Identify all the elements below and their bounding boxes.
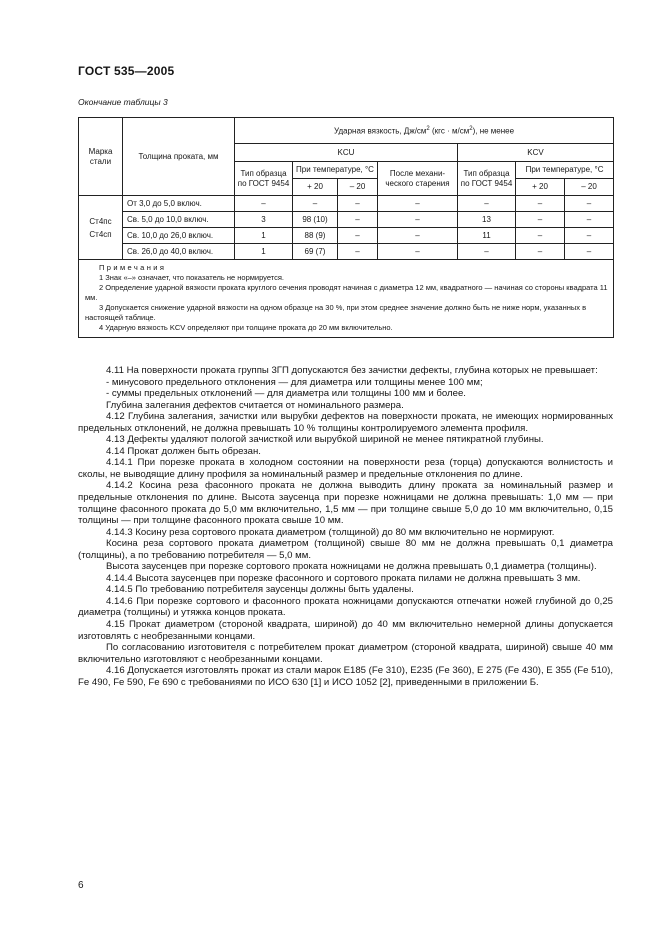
table-3-continuation bbox=[78, 117, 613, 338]
table-row bbox=[79, 196, 614, 212]
aging-cell: – bbox=[378, 196, 458, 212]
paragraph-4-14-5: 4.14.5 По требованию потребителя заусенцы должны быть удалены. bbox=[106, 584, 414, 596]
kcu-type-cell: 1 bbox=[235, 228, 293, 244]
body-text bbox=[78, 365, 613, 688]
table-row bbox=[79, 212, 614, 228]
paragraph-4-14-4: 4.14.4 Высота заусенцев при порезке фасонного и сортового проката пилами не должна превышать 3 мм. bbox=[106, 572, 581, 584]
kcu-minus20-cell: – bbox=[338, 196, 378, 212]
kcv-sample-type-header: Тип образца по ГОСТ 9454 bbox=[458, 162, 516, 196]
kcv-plus20-cell: – bbox=[516, 244, 565, 260]
kcv-temp-header: При температуре, °С bbox=[516, 162, 614, 179]
notes-title: Примечания bbox=[99, 263, 167, 272]
paragraph: Глубина залегания дефектов считается от номинального размера. bbox=[106, 399, 404, 411]
paragraph-4-14-6: 4.14.6 При порезке сортового и фасонного проката ножницами допускаются отпечатки ножей глубиной до 0,25 диаметра (толщины) и утяжка концов проката. bbox=[78, 595, 613, 619]
kcv-type-cell: 11 bbox=[458, 228, 516, 244]
kcv-plus20-cell: – bbox=[516, 196, 565, 212]
paragraph-4-11: 4.11 На поверхности проката группы 3ГП допускаются без зачистки дефекты, глубина которых не превышает: bbox=[106, 365, 598, 376]
kcv-minus20-cell: – bbox=[565, 244, 614, 260]
kcu-minus20-cell: – bbox=[338, 244, 378, 260]
aging-cell: – bbox=[378, 212, 458, 228]
paragraph-4-12: 4.12 Глубина залегания, зачистки или вырубки дефектов на поверхности проката, не имеющих нормированных предельных отклонений, не должна превышать 10 % толщины контролируемого элемента профиля. bbox=[78, 411, 613, 434]
kcu-plus20-cell: – bbox=[293, 196, 338, 212]
col-grade-header: Марка стали bbox=[79, 118, 123, 196]
kcu-type-cell: 1 bbox=[235, 244, 293, 260]
table-notes bbox=[79, 260, 614, 338]
grade-cell: Ст4пс Ст4сп bbox=[79, 196, 123, 260]
aging-cell: – bbox=[378, 244, 458, 260]
kcv-minus20-cell: – bbox=[565, 212, 614, 228]
note-4: 4 Ударную вязкость KCV определяют при толщине проката до 20 мм включительно. bbox=[99, 323, 393, 332]
kcv-plus20-cell: – bbox=[516, 228, 565, 244]
kcv-plus20-cell: – bbox=[516, 212, 565, 228]
paragraph: Косина реза сортового проката диаметром (толщиной) свыше 80 мм не должна превышать 0,1 диаметра (толщины), а по требованию потребителя — 5,0 мм. bbox=[78, 538, 613, 561]
kcu-minus20-header: – 20 bbox=[338, 179, 378, 196]
kcv-type-cell: – bbox=[458, 244, 516, 260]
paragraph: По согласованию изготовителя с потребителем прокат диаметром (стороной квадрата, шириной) свыше 40 мм включительно изготовляют с необрезанными концами. bbox=[78, 642, 613, 665]
thickness-cell: Св. 10,0 до 26,0 включ. bbox=[123, 228, 235, 244]
kcu-minus20-cell: – bbox=[338, 212, 378, 228]
kcu-plus20-header: + 20 bbox=[293, 179, 338, 196]
kcu-minus20-cell: – bbox=[338, 228, 378, 244]
kcv-minus20-cell: – bbox=[565, 228, 614, 244]
kcv-header: KCV bbox=[458, 144, 614, 162]
thickness-cell: Св. 5,0 до 10,0 включ. bbox=[123, 212, 235, 228]
kcu-plus20-cell: 69 (7) bbox=[293, 244, 338, 260]
kcv-minus20-header: – 20 bbox=[565, 179, 614, 196]
note-1: 1 Знак «–» означает, что показатель не нормируется. bbox=[99, 273, 285, 282]
kcu-temp-header: При температуре, °С bbox=[293, 162, 378, 179]
paragraph-4-13: 4.13 Дефекты удаляют пологой зачисткой или вырубкой шириной не менее пятикратной глубины. bbox=[106, 434, 544, 446]
document-header: ГОСТ 535—2005 bbox=[78, 64, 175, 78]
note-3: 3 Допускается снижение ударной вязкости на одном образце на 30 %, при этом среднее значение должно быть не ниже норм, указанных в настоящей таблице. bbox=[85, 303, 587, 322]
aging-cell: – bbox=[378, 228, 458, 244]
paragraph-4-14-2: 4.14.2 Косина реза фасонного проката не должна выводить длину проката за номинальный размер и предельные отклонения по длине. Высота заусенца при порезке ножницами не должна превышать: 1,0 мм — при толщине фасонного проката до 5,0 мм включительно, 1,5 мм — при толщине свыше 5,0 до 10 мм включительно, 0,15 толщины — при толщине фасонного проката свыше 10 мм. bbox=[78, 480, 613, 527]
kcu-type-cell: – bbox=[235, 196, 293, 212]
list-item: - минусового предельного отклонения — для диаметра или толщины менее 100 мм; bbox=[106, 376, 483, 388]
impact-strength-table bbox=[78, 117, 614, 338]
after-aging-header: После механи-ческого старения bbox=[378, 162, 458, 196]
paragraph-4-14: 4.14 Прокат должен быть обрезан. bbox=[106, 445, 261, 457]
kcu-type-cell: 3 bbox=[235, 212, 293, 228]
col-thickness-header: Толщина проката, мм bbox=[123, 118, 235, 196]
table-row bbox=[79, 228, 614, 244]
kcv-type-cell: – bbox=[458, 196, 516, 212]
page-number: 6 bbox=[78, 880, 84, 891]
paragraph: Высота заусенцев при порезке сортового проката ножницами не должна превышать 0,1 диаметра (толщины). bbox=[106, 561, 597, 573]
kcv-minus20-cell: – bbox=[565, 196, 614, 212]
table-caption: Окончание таблицы 3 bbox=[78, 97, 168, 107]
kcu-header: KCU bbox=[235, 144, 458, 162]
impact-header: Ударная вязкость, $Дж/см^2$ $(кгс \cdot м/см^2)$, не менее bbox=[235, 118, 614, 144]
kcu-sample-type-header: Тип образца по ГОСТ 9454 bbox=[235, 162, 293, 196]
table-row bbox=[79, 244, 614, 260]
kcv-plus20-header: + 20 bbox=[516, 179, 565, 196]
thickness-cell: От 3,0 до 5,0 включ. bbox=[123, 196, 235, 212]
paragraph-4-15: 4.15 Прокат диаметром (стороной квадрата, шириной) до 40 мм включительно немерной длины допускается изготовлять с необрезанными концами. bbox=[78, 619, 613, 642]
paragraph-4-14-3: 4.14.3 Косину реза сортового проката диаметром (толщиной) до 80 мм включительно не нормируют. bbox=[106, 526, 555, 538]
paragraph-4-16: 4.16 Допускается изготовлять прокат из стали марок Е185 (Fe 310), Е235 (Fe 360), Е 275 (Fe 430), Е 355 (Fe 510), Fe 490, Fe 590, Fe 690 с требованиями по ИСО 630 [1] и ИСО 1052 [2], приведенными в приложении Б. bbox=[78, 665, 613, 688]
kcu-plus20-cell: 88 (9) bbox=[293, 228, 338, 244]
kcu-plus20-cell: 98 (10) bbox=[293, 212, 338, 228]
paragraph-4-14-1: 4.14.1 При порезке проката в холодном состоянии на поверхности реза (торца) допускаются волнистость и сколы, не выводящие длину профиля за номинальный размер и предельные отклонения по длине. bbox=[78, 457, 613, 480]
note-2: 2 Определение ударной вязкости проката круглого сечения проводят начиная с диаметра 12 мм, квадратного — начиная со стороны квадрата 11 мм. bbox=[85, 283, 608, 302]
list-item: - суммы предельных отклонений — для диаметра или толщины 100 мм и более. bbox=[106, 388, 466, 400]
thickness-cell: Св. 26,0 до 40,0 включ. bbox=[123, 244, 235, 260]
kcv-type-cell: 13 bbox=[458, 212, 516, 228]
